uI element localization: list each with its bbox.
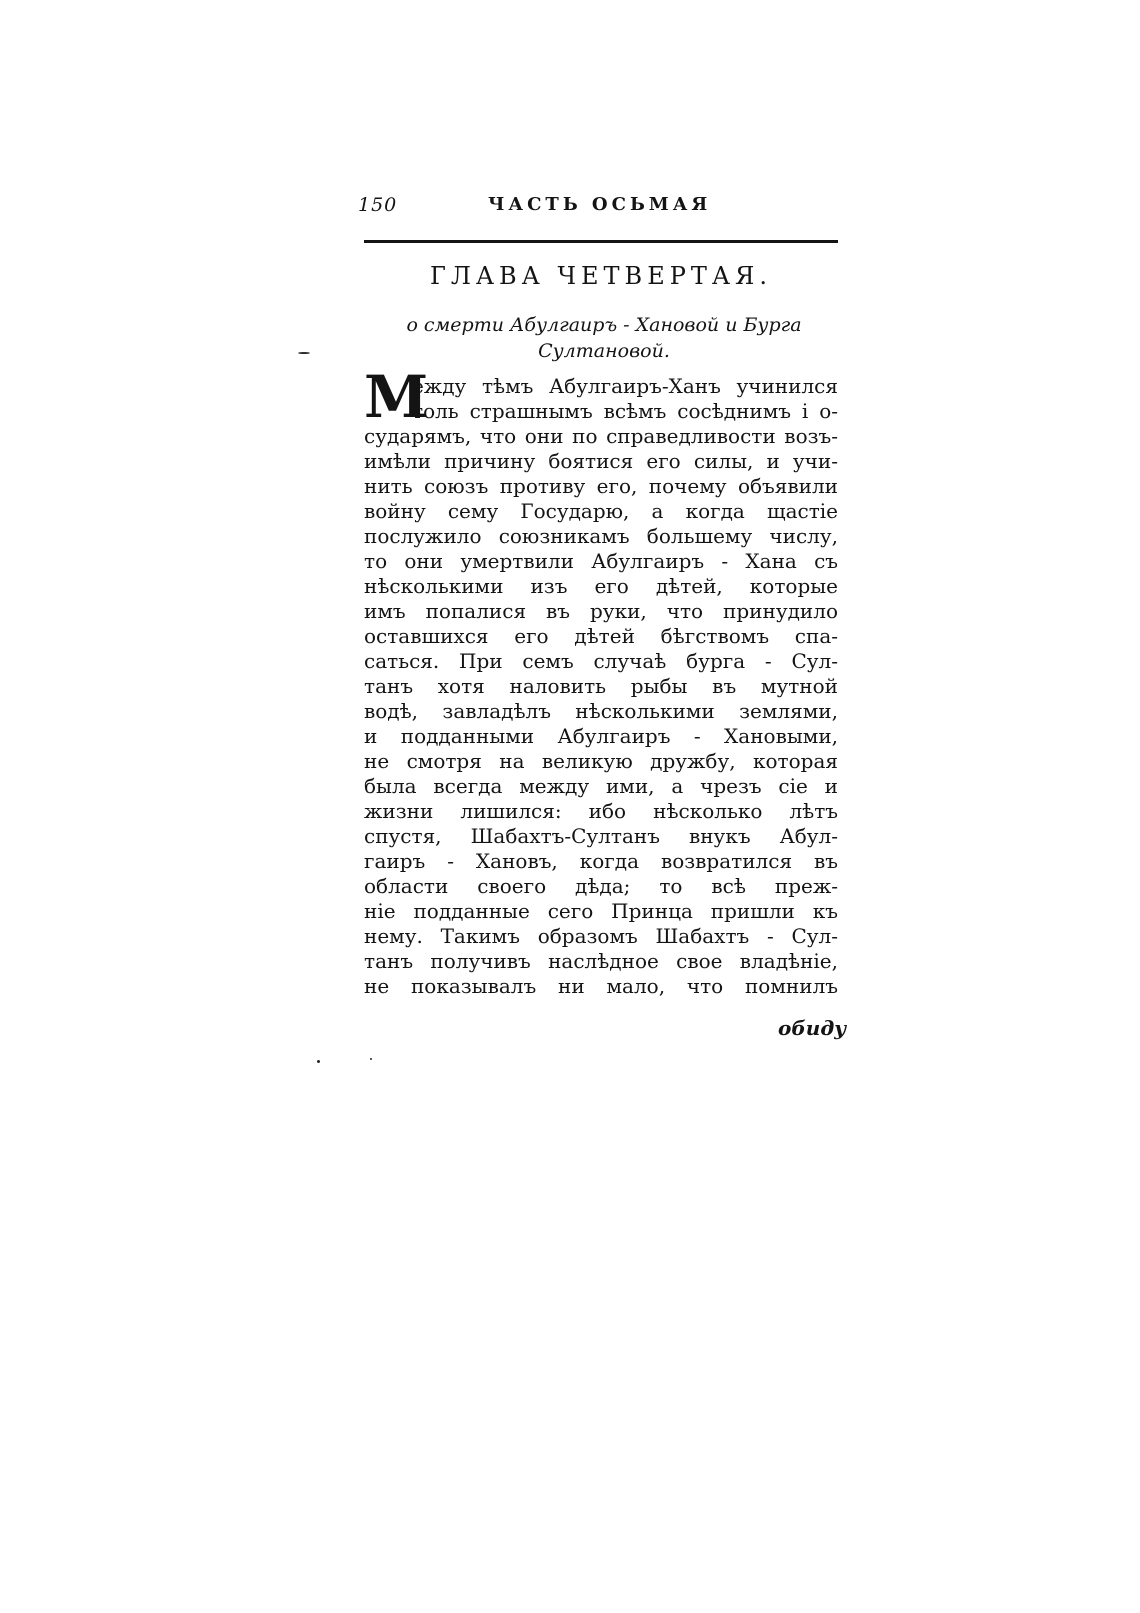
text-line: танъ хотя наловить рыбы въ мутной (364, 674, 838, 698)
text-line: нить союзъ противу его, почему объявили (364, 474, 838, 498)
text-line: водѣ, завладѣлъ нѣсколькими землями, (364, 699, 838, 723)
running-title: ЧАСТЬ ОСЬМАЯ (488, 194, 712, 215)
catchword: обиду (778, 1016, 847, 1040)
text-line: нѣсколькими изъ его дѣтей, которые (364, 574, 838, 598)
text-line: не показывалъ ни мало, что помнилъ (364, 974, 838, 998)
text-line: жизни лишился: ибо нѣсколько лѣтъ (364, 799, 838, 823)
subtitle-line-2: Султановой. (538, 340, 670, 362)
text-line: спустя, Шабахтъ-Султанъ внукъ Абул- (364, 824, 838, 848)
text-line: гаиръ - Хановъ, когда возвратился въ (364, 849, 838, 873)
text-line: послужило союзникамъ большему числу, (364, 524, 838, 548)
page-number: 150 (358, 194, 398, 216)
margin-speck (298, 352, 310, 354)
text-line: толь страшнымъ всѣмъ сосѣднимъ і о- (412, 399, 838, 423)
text-line: ежду тѣмъ Абулгаиръ-Ханъ учинился (412, 374, 838, 398)
running-head (358, 194, 838, 224)
text-line: не смотря на великую дружбу, которая (364, 749, 838, 773)
margin-speck (317, 1060, 320, 1063)
text-line: была всегда между ими, а чрезъ сіе и (364, 774, 838, 798)
subtitle-line-1: о смерти Абулгаиръ - Хановой и Бурга (406, 314, 802, 336)
text-line: войну сему Государю, а когда щастіе (364, 499, 838, 523)
chapter-subtitle (390, 312, 818, 364)
text-line: саться. При семъ случаѣ бурга - Сул- (364, 649, 838, 673)
text-line: нему. Такимъ образомъ Шабахтъ - Сул- (364, 924, 838, 948)
drop-capital: М (364, 363, 429, 431)
text-line: имъ попалися въ руки, что принудило (364, 599, 838, 623)
margin-speck (370, 1058, 372, 1060)
text-line: области своего дѣда; то всѣ преж- (364, 874, 838, 898)
header-rule (364, 240, 838, 243)
chapter-title: ГЛАВА ЧЕТВЕРТАЯ. (429, 262, 773, 290)
text-line: то они умертвили Абулгаиръ - Хана съ (364, 549, 838, 573)
body-text (364, 374, 838, 999)
text-line: имѣли причину боятися его силы, и учи- (364, 449, 838, 473)
text-line: и подданными Абулгаиръ - Хановыми, (364, 724, 838, 748)
text-line: танъ получивъ наслѣдное свое владѣніе, (364, 949, 838, 973)
text-line: оставшихся его дѣтей бѣгствомъ спа- (364, 624, 838, 648)
text-line: ніе подданные сего Принца пришли къ (364, 899, 838, 923)
text-line: сударямъ, что они по справедливости возъ- (364, 424, 838, 448)
